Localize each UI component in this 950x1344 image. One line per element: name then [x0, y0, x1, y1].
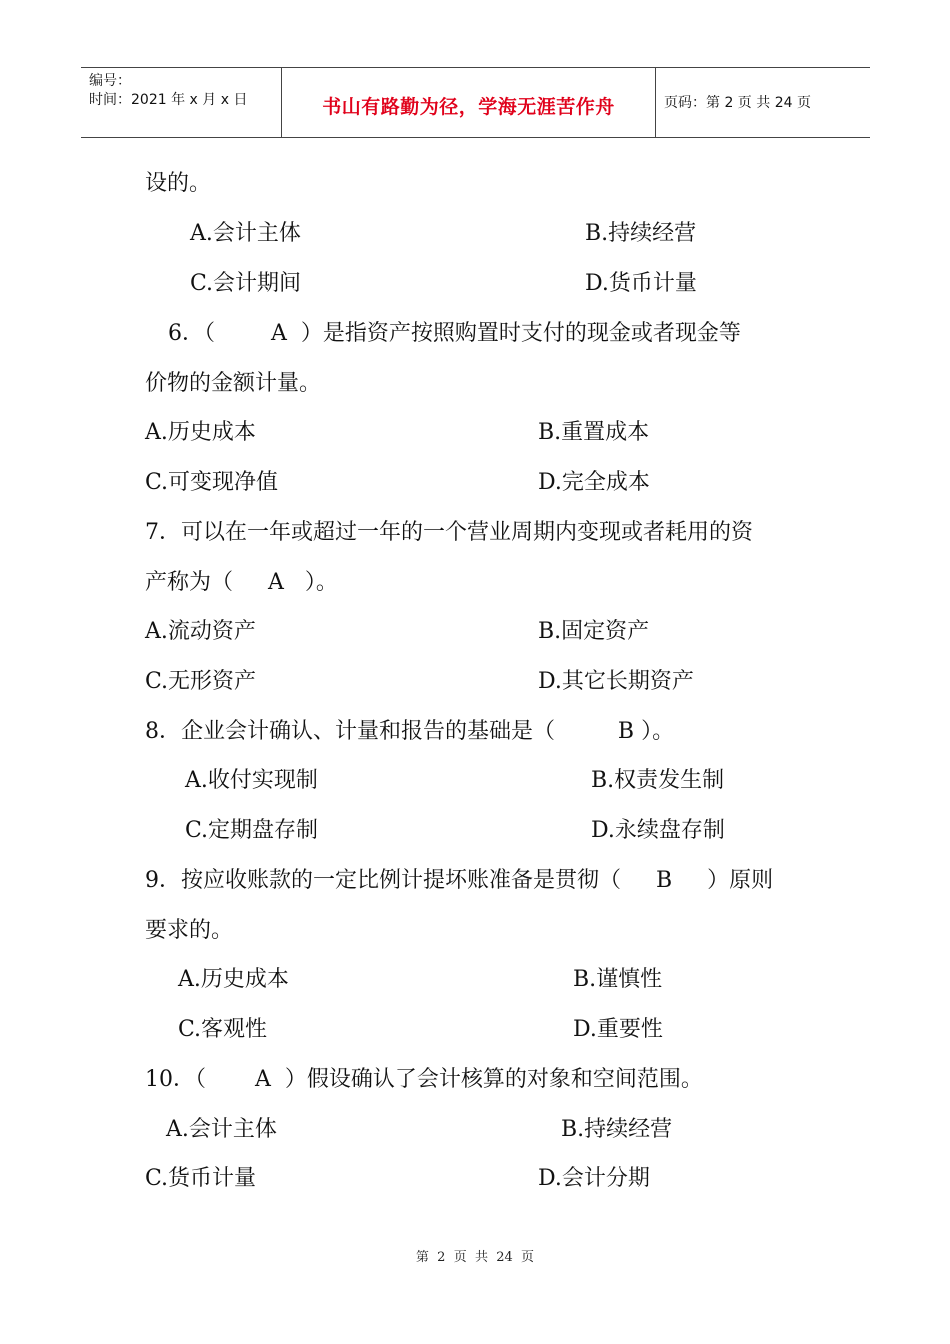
option-c: C.会计期间 [190, 271, 302, 296]
option-a: A.收付实现制 [185, 768, 318, 793]
time-label: 时间：2021 年 x 月 x 日 [89, 92, 248, 108]
option-c: C.货币计量 [145, 1166, 257, 1191]
option-c: C.定期盘存制 [185, 818, 319, 843]
option-a: A.流动资产 [145, 619, 256, 644]
question-6-cont: 价物的金额计量。 [145, 371, 322, 396]
header-page-cell [655, 68, 870, 137]
option-d: D.永续盘存制 [591, 818, 725, 843]
option-a: A.会计主体 [190, 221, 301, 246]
header-motto-cell [281, 68, 656, 137]
question-10: 10．（ A ）假设确认了会计核算的对象和空间范围。 [145, 1067, 703, 1092]
header-meta-cell [81, 68, 281, 137]
option-c: C.可变现净值 [145, 470, 279, 495]
question-7: 7．可以在一年或超过一年的一个营业周期内变现或者耗用的资 [145, 520, 753, 545]
option-b: B.持续经营 [561, 1117, 673, 1142]
page-footer: 第 2 页 共 24 页 [415, 1250, 535, 1265]
question-8: 8．企业会计确认、计量和报告的基础是（ B ）。 [145, 719, 675, 744]
option-d: D.完全成本 [538, 470, 650, 495]
document-header [81, 67, 870, 138]
question-6: 6．（ A ）是指资产按照购置时支付的现金或者现金等 [168, 321, 741, 346]
option-b: B.持续经营 [585, 221, 697, 246]
option-b: B.权责发生制 [591, 768, 725, 793]
option-d: D.其它长期资产 [538, 669, 694, 694]
question-7-cont: 产称为（ A ）。 [145, 570, 338, 595]
option-d: D.会计分期 [538, 1166, 650, 1191]
motto-text: 书山有路勤为径，学海无涯苦作舟 [322, 96, 615, 118]
option-a: A.会计主体 [166, 1117, 277, 1142]
option-a: A.历史成本 [145, 420, 256, 445]
question-9: 9．按应收账款的一定比例计提坏账准备是贯彻（ B ）原则 [145, 868, 774, 893]
option-d: D.货币计量 [585, 271, 697, 296]
question-9-cont: 要求的。 [145, 918, 234, 943]
option-a: A.历史成本 [178, 967, 289, 992]
option-b: B.重置成本 [538, 420, 650, 445]
page-info: 页码：第 2 页 共 24 页 [664, 95, 811, 111]
option-b: B.谨慎性 [573, 967, 663, 992]
number-label: 编号： [89, 73, 131, 89]
text-line: 设的。 [145, 171, 212, 196]
option-c: C.客观性 [178, 1017, 268, 1042]
option-b: B.固定资产 [538, 619, 650, 644]
option-c: C.无形资产 [145, 669, 257, 694]
option-d: D.重要性 [573, 1017, 663, 1042]
